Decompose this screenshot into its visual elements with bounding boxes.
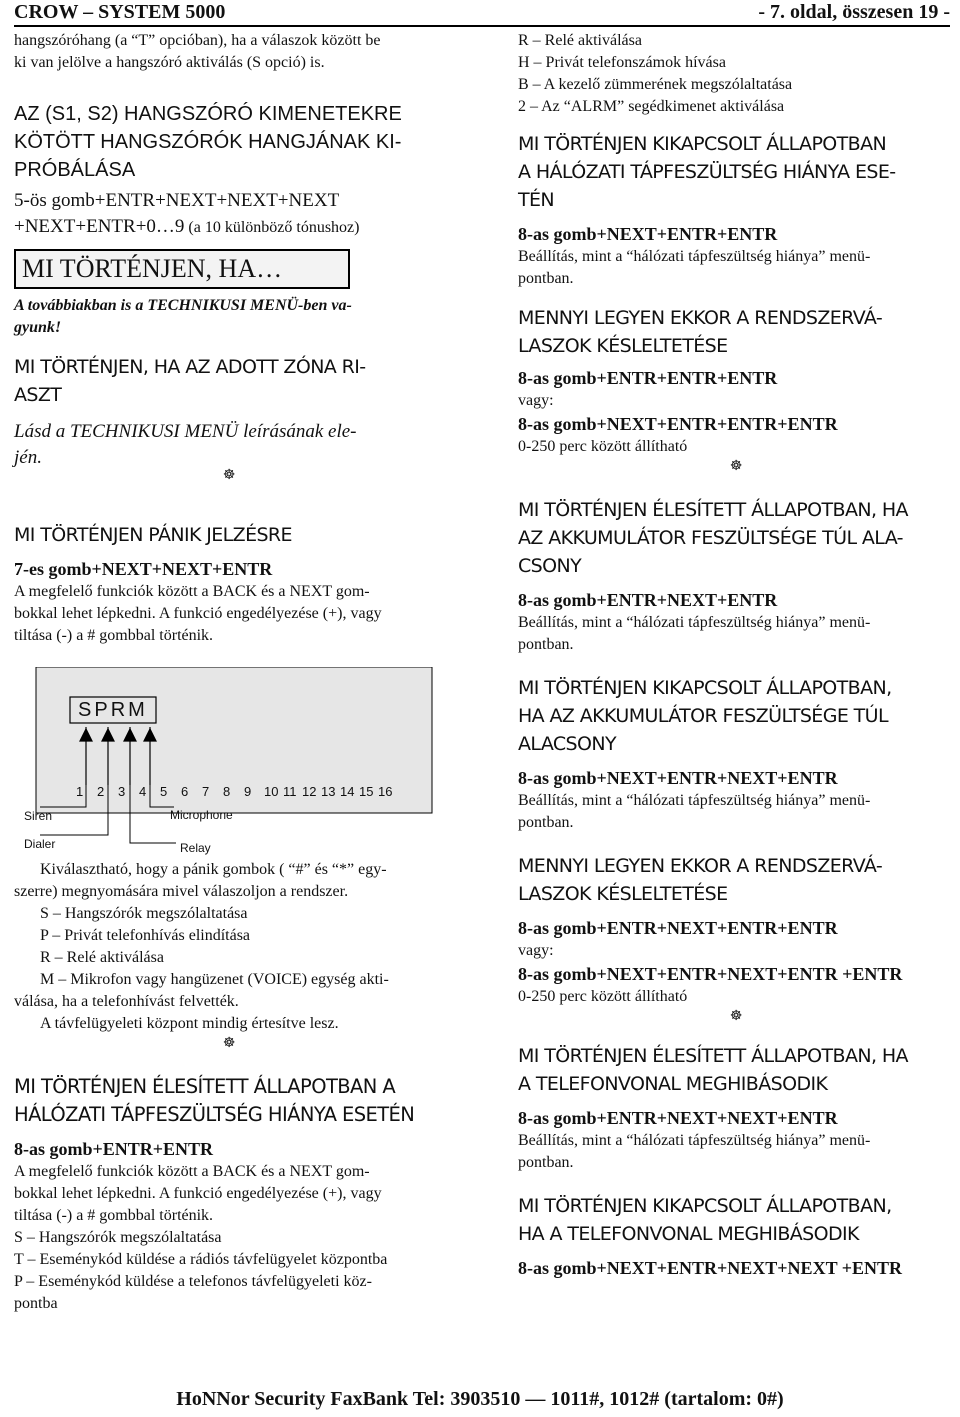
body-line: pontban. [518, 270, 574, 287]
section-heading: LASZOK KÉSLELTETÉSE [518, 883, 728, 905]
terminal-number: 8 [223, 784, 231, 799]
body-line: szerre) megnyomására mivel válaszoljon a rendszer. [14, 883, 349, 900]
body-line: pontban. [518, 1154, 574, 1171]
terminal-number: 12 [302, 784, 317, 799]
key-sequence: 8-as gomb+ENTR+NEXT+NEXT+ENTR [518, 1108, 838, 1128]
body-line: 0-250 perc között állítható [518, 438, 688, 455]
option-line: pontba [14, 1295, 58, 1312]
body-line: tiltása (-) a # gombbal történik. [14, 627, 214, 644]
key-sequence: 8-as gomb+ENTR+ENTR [14, 1139, 214, 1159]
terminal-number: 6 [181, 784, 189, 799]
body-line: Beállítás, mint a “hálózati tápfeszültség hiánya” menü- [518, 248, 871, 265]
dialer-label: Dialer [24, 837, 56, 851]
body-line: pontban. [518, 636, 574, 653]
body-line: pontban. [518, 814, 574, 831]
section-heading: MI TÖRTÉNJEN PÁNIK JELZÉSRE [14, 524, 292, 546]
section-heading: MI TÖRTÉNJEN ÉLESÍTETT ÁLLAPOTBAN A [14, 1075, 396, 1098]
terminal-number: 11 [283, 784, 297, 799]
section-heading: CSONY [518, 555, 582, 577]
note-line: gyunk! [14, 319, 62, 336]
body-line: Beállítás, mint a “hálózati tápfeszültség hiánya” menü- [518, 1132, 871, 1149]
body-line: bokkal lehet lépkedni. A funkció engedélyezése (+), vagy [14, 605, 382, 622]
option-line: válása, ha a telefonhívást felvették. [14, 993, 239, 1010]
terminal-number: 10 [264, 784, 279, 799]
terminal-number: 4 [139, 784, 147, 799]
body-line: vagy: [518, 942, 554, 959]
section-heading: LASZOK KÉSLELTETÉSE [518, 335, 728, 357]
key-sequence: +NEXT+ENTR+0…9 [14, 216, 185, 237]
section-heading: PRÓBÁLÁSA [14, 159, 136, 181]
option-line: 2 – Az “ALRM” segédkimenet aktiválása [518, 98, 785, 115]
panic-wiring-diagram [16, 667, 438, 859]
body-line: vagy: [518, 392, 554, 409]
body-line: Kiválasztható, hogy a pánik gombok ( “#” és “*” egy- [40, 861, 387, 878]
section-heading: AZ AKKUMULÁTOR FESZÜLTSÉGE TÚL ALA- [518, 527, 903, 549]
key-sequence: 8-as gomb+NEXT+ENTR+NEXT+ENTR +ENTR [518, 964, 903, 984]
terminal-number: 7 [202, 784, 210, 799]
panic-option-letter: S [78, 699, 94, 721]
body-line: bokkal lehet lépkedni. A funkció engedélyezése (+), vagy [14, 1185, 382, 1202]
terminal-number: 15 [359, 784, 374, 799]
siren-label: Siren [24, 809, 53, 823]
section-heading: MI TÖRTÉNJEN ÉLESÍTETT ÁLLAPOTBAN, HA [518, 499, 908, 521]
section-heading: A TELEFONVONAL MEGHIBÁSODIK [518, 1073, 828, 1095]
option-line: S – Hangszórók megszólaltatása [40, 905, 248, 922]
section-heading: MENNYI LEGYEN EKKOR A RENDSZERVÁ- [518, 855, 883, 877]
key-sequence: 8-as gomb+NEXT+ENTR+ENTR+ENTR [518, 414, 838, 434]
key-sequence-note: (a 10 különböző tónushoz) [184, 219, 360, 236]
section-heading: MENNYI LEGYEN EKKOR A RENDSZERVÁ- [518, 307, 883, 329]
section-separator-icon: ☸ [222, 468, 236, 483]
section-heading: ALACSONY [518, 733, 616, 755]
body-line: A távfelügyeleti központ mindig értesítve lesz. [40, 1015, 339, 1032]
left-column [14, 30, 444, 1315]
header-title: CROW – SYSTEM 5000 [14, 1, 226, 23]
boxed-heading: MI TÖRTÉNJEN, HA… [14, 249, 350, 289]
intro-line: ki van jelölve a hangszóró aktiválás (S opció) is. [14, 54, 325, 71]
option-line: P – Eseménykód küldése a telefonos távfelügyeleti köz- [14, 1273, 372, 1290]
terminal-number: 13 [321, 784, 336, 799]
panic-option-letter: M [128, 699, 147, 721]
section-heading: AZ (S1, S2) HANGSZÓRÓ KIMENETEKRE [14, 103, 402, 125]
key-sequence: 8-as gomb+NEXT+ENTR+NEXT+ENTR [518, 768, 838, 788]
terminal-number: 3 [118, 784, 126, 799]
intro-line: hangszóróhang (a “T” opcióban), ha a válaszok között be [14, 32, 381, 49]
note-line: A továbbiakban is a TECHNIKUSI MENÜ-ben va- [14, 297, 352, 314]
page-header [14, 0, 950, 27]
section-heading: MI TÖRTÉNJEN, HA AZ ADOTT ZÓNA RI- [14, 356, 366, 378]
reference-line: Lásd a TECHNIKUSI MENÜ leírásának ele- [14, 421, 357, 442]
option-line: H – Privát telefonszámok hívása [518, 54, 726, 71]
microphone-label: Microphone [170, 808, 233, 822]
terminal-number: 14 [340, 784, 355, 799]
section-separator-icon: ☸ [729, 1009, 743, 1024]
section-heading: MI TÖRTÉNJEN KIKAPCSOLT ÁLLAPOTBAN [518, 133, 887, 155]
key-sequence: 8-as gomb+NEXT+ENTR+ENTR [518, 224, 778, 244]
section-separator-icon: ☸ [729, 459, 743, 474]
option-line: M – Mikrofon vagy hangüzenet (VOICE) egység akti- [40, 971, 389, 988]
section-heading: A HÁLÓZATI TÁPFESZÜLTSÉG HIÁNYA ESE- [518, 161, 896, 183]
body-line: A megfelelő funkciók között a BACK és a NEXT gom- [14, 583, 370, 600]
body-line: Beállítás, mint a “hálózati tápfeszültség hiánya” menü- [518, 614, 871, 631]
option-line: T – Eseménykód küldése a rádiós távfelügyelet központba [14, 1251, 388, 1268]
terminal-number: 16 [378, 784, 393, 799]
body-line: 0-250 perc között állítható [518, 988, 688, 1005]
reference-line: jén. [14, 447, 42, 468]
terminal-number: 1 [76, 784, 84, 799]
terminal-number: 5 [160, 784, 168, 799]
option-line: B – A kezelő zümmerének megszólaltatása [518, 76, 793, 93]
option-line: S – Hangszórók megszólaltatása [14, 1229, 222, 1246]
terminal-number: 9 [244, 784, 252, 799]
key-sequence: 8-as gomb+ENTR+ENTR+ENTR [518, 368, 778, 388]
section-heading: MI TÖRTÉNJEN KIKAPCSOLT ÁLLAPOTBAN, [518, 677, 892, 699]
page-number: - 7. oldal, összesen 19 - [758, 1, 950, 23]
section-heading: MI TÖRTÉNJEN KIKAPCSOLT ÁLLAPOTBAN, [518, 1195, 892, 1217]
body-line: tiltása (-) a # gombbal történik. [14, 1207, 214, 1224]
option-line: R – Relé aktiválása [518, 32, 642, 49]
body-line: A megfelelő funkciók között a BACK és a NEXT gom- [14, 1163, 370, 1180]
section-separator-icon: ☸ [222, 1036, 236, 1051]
option-line: R – Relé aktiválása [40, 949, 164, 966]
panic-option-letter: R [110, 699, 128, 721]
page-footer: HoNNor Security FaxBank Tel: 3903510 — 1011#, 1012# (tartalom: 0#) [176, 1388, 784, 1410]
option-line: P – Privát telefonhívás elindítása [40, 927, 251, 944]
key-sequence: 8-as gomb+ENTR+NEXT+ENTR [518, 590, 778, 610]
relay-label: Relay [180, 841, 211, 855]
key-sequence: 7-es gomb+NEXT+NEXT+ENTR [14, 559, 273, 579]
section-heading: MI TÖRTÉNJEN ÉLESÍTETT ÁLLAPOTBAN, HA [518, 1045, 908, 1067]
section-heading: HA A TELEFONVONAL MEGHIBÁSODIK [518, 1223, 859, 1245]
section-heading: TÉN [518, 189, 555, 211]
terminal-number: 2 [97, 784, 105, 799]
key-sequence: 8-as gomb+NEXT+ENTR+NEXT+NEXT +ENTR [518, 1258, 903, 1278]
section-heading: KÖTÖTT HANGSZÓRÓK HANGJÁNAK KI- [14, 131, 402, 153]
panic-option-letter: P [94, 699, 110, 721]
key-sequence: 8-as gomb+ENTR+NEXT+ENTR+ENTR [518, 918, 838, 938]
section-heading: HÁLÓZATI TÁPFESZÜLTSÉG HIÁNYA ESETÉN [14, 1103, 415, 1126]
section-heading: HA AZ AKKUMULÁTOR FESZÜLTSÉGE TÚL [518, 705, 888, 727]
section-heading: ASZT [14, 384, 62, 406]
right-column [518, 30, 954, 1280]
key-sequence: 5-ös gomb+ENTR+NEXT+NEXT+NEXT [14, 190, 340, 211]
body-line: Beállítás, mint a “hálózati tápfeszültség hiánya” menü- [518, 792, 871, 809]
